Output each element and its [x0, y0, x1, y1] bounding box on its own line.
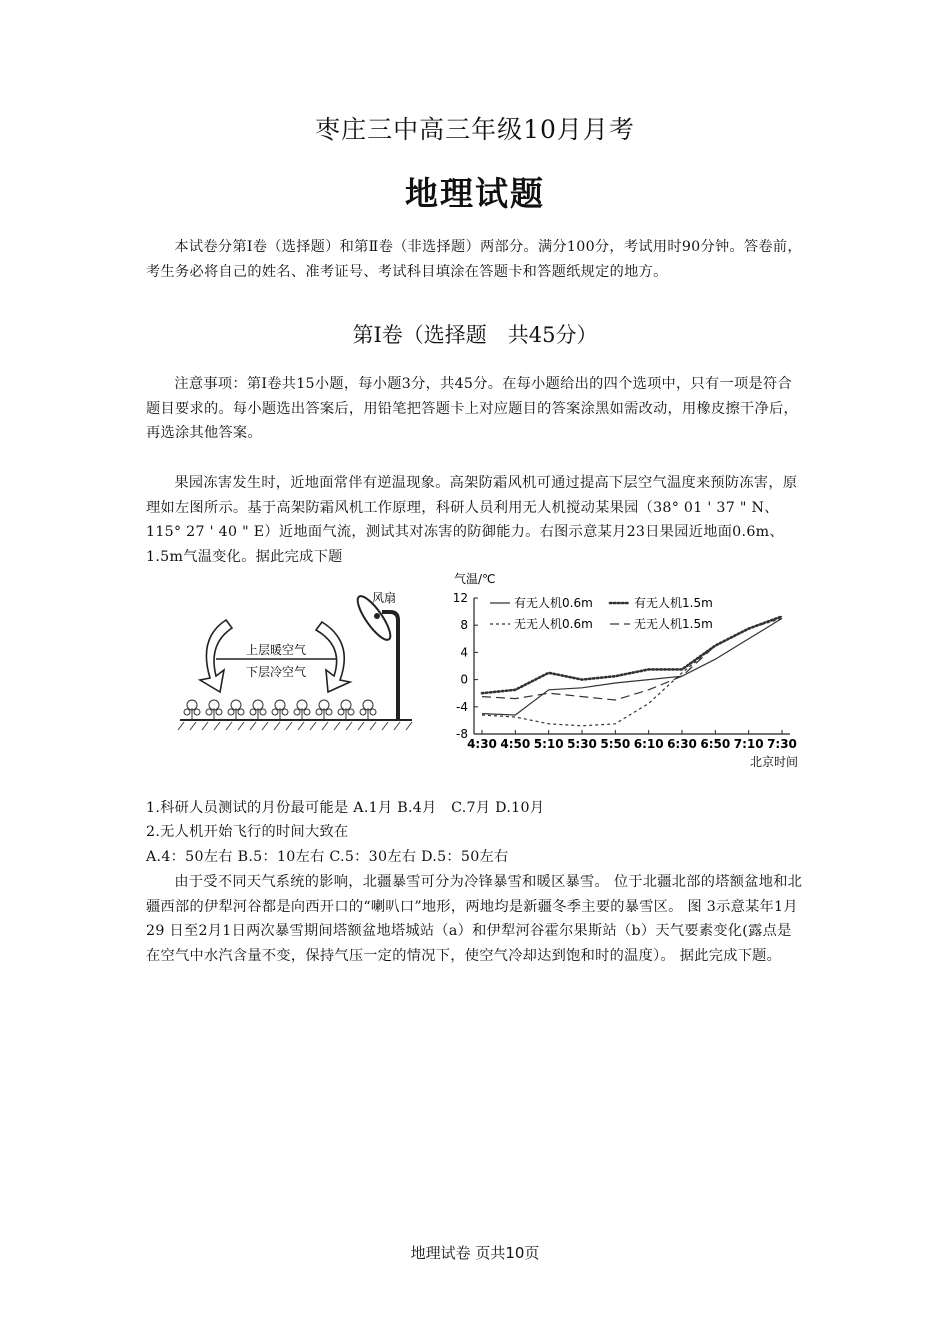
intro-paragraph: 本试卷分第Ⅰ卷（选择题）和第Ⅱ卷（非选择题）两部分。满分100分，考试用时90分钟。答卷前，考生务必将自己的姓名、准考证号、考试科目填涂在答题卡和答题纸规定的地方。: [146, 239, 802, 280]
y-axis-label: 气温/℃: [454, 572, 496, 586]
question-2-options: A.4：50左右 B.5：10左右 C.5：30左右 D.5：50左右: [146, 849, 509, 865]
lower-air-label: 下层冷空气: [245, 665, 307, 679]
y-tick-label: 12: [452, 591, 468, 605]
series-line-1: [482, 618, 782, 715]
y-tick-label: -8: [456, 727, 468, 741]
plant-icons: [184, 700, 376, 720]
fan-icon: [353, 592, 398, 720]
question-1: 1.科研人员测试的月份最可能是 A.1月 B.4月 C.7月 D.10月: [146, 800, 545, 816]
legend-label: 有无人机1.5m: [634, 596, 713, 610]
fan-diagram: [176, 588, 421, 743]
y-tick-label: -4: [456, 699, 468, 714]
fan-label: 风扇: [372, 591, 397, 605]
page-footer: 地理试卷 页共10页: [410, 1244, 540, 1262]
x-tick-label: 4:30: [467, 737, 497, 751]
passage-1: 果园冻害发生时，近地面常伴有逆温现象。高架防霜风机可通过提高下层空气温度来预防冻害，原理如左图所示。基于高架防霜风机工作原理，科研人员利用无人机搅动某果园（38° 01 ' 37 " N、115° 27 ' 40 " E）近地面气流，测试其对冻害的防御能力。右图示意某月23日果园近地面0.6m、1.5m气温变化。据此完成下题: [146, 475, 798, 565]
section-title: 第Ⅰ卷（选择题 共45分）: [352, 323, 598, 347]
y-tick-label: 8: [460, 618, 468, 633]
x-tick-label: 4:50: [500, 737, 531, 751]
x-tick-label: 7:10: [733, 737, 764, 751]
x-tick-label: 7:30: [767, 737, 797, 751]
legend-label: 无无人机0.6m: [514, 617, 593, 631]
passage-2: 由于受不同天气系统的影响，北疆暴雪可分为冷锋暴雪和暖区暴雪。 位于北疆北部的塔额盆地和北疆西部的伊犁河谷都是向西开口的“喇叭口”地形，两地均是新疆冬季主要的暴雪区。 图 3示意某年1月29 日至2月1日两次暴雪期间塔额盆地塔城站（a）和伊犁河谷霍尔果斯站（b）天气要素变化(露点是在空气中水汽含量不变，保持气压一定的情况下，使空气冷却达到饱和时的温度）。 据此完成下题。: [146, 874, 803, 964]
school-title: 枣庄三中高三年级10月月考: [315, 115, 635, 144]
x-tick-label: 5:30: [567, 737, 597, 751]
x-axis-label: 北京时间: [749, 755, 798, 769]
x-tick-label: 6:10: [633, 737, 664, 751]
x-tick-label: 6:30: [667, 737, 697, 751]
x-tick-label: 5:10: [533, 737, 564, 751]
legend-label: 有无人机0.6m: [514, 596, 593, 610]
subject-title: 地理试题: [405, 174, 545, 213]
y-tick-label: 0: [460, 672, 468, 687]
upper-air-label: 上层暖空气: [245, 643, 307, 657]
question-2: 2.无人机开始飞行的时间大致在: [146, 824, 349, 840]
legend-label: 无无人机1.5m: [634, 617, 713, 631]
x-tick-label: 5:50: [600, 737, 631, 751]
notice-paragraph: 注意事项：第Ⅰ卷共15小题，每小题3分，共45分。在每小题给出的四个选项中，只有一项是符合题目要求的。每小题选出答案后，用铅笔把答题卡上对应题目的答案涂黑如需改动，用橡皮擦干净后，再选涂其他答案。: [146, 376, 798, 441]
y-tick-label: 4: [460, 645, 468, 660]
temperature-chart: [440, 570, 810, 775]
x-tick-label: 6:50: [700, 737, 731, 751]
